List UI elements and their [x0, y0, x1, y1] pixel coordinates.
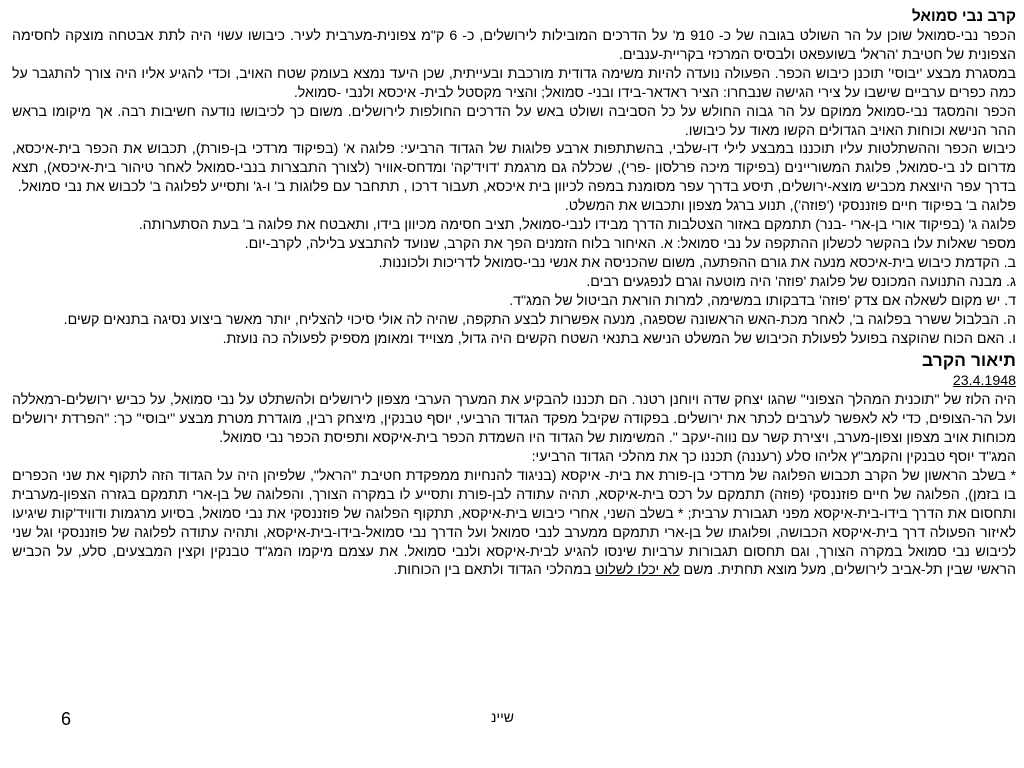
footer-name: שיינ: [491, 709, 514, 725]
paragraph: המג"ד יוסף טבנקין והקמב"ץ אליהו סלע (רעננה) תכננו כך את מהלכי הגדוד הרביעי:: [531, 449, 1016, 466]
list-item: ב. הקדמת כיבוש בית-איכסא מנעה את גורם ההפתעה, משום שהכניסה את אנשי נבי-סמואל לדריכות ולכוננות.: [378, 254, 1016, 271]
date-heading: 23.4.1948: [952, 373, 1016, 390]
paragraph-battle-plan: [12, 467, 1016, 580]
paragraph: פלוגה ב' בפיקוד חיים פוזננסקי ('פוזה'), תנוע ברגל מצפון ותכבוש את המשלט.: [564, 198, 1016, 215]
list-item: ו. האם הכוח שהוקצה בפועל לפעולת הכיבוש של המשלט הנישא בתנאי השטח הקשים היה גדול, מצוייד ומאומן מספיק לפעולה כה נועזת.: [222, 330, 1016, 347]
paragraph: הכפר נבי-סמואל שוכן על הר השולט בגובה של כ- 910 מ' על הדרכים המובילות לירושלים, כ- 6 ק"מ צפונית-מערבית לעיר. כיבושו עשוי היה לתת אבטחה מוצקה לחסימה הצפונית של חטיבת 'הראל' בשועפאט ולבסיס המרכזי בקריית-ענבים.: [12, 28, 1016, 63]
paragraph-text: * בשלב הראשון של הקרב תכבוש הפלוגה של מרדכי בן-פורת את בית- איקסא (בניגוד להנחיות ממפקדת חטיבת "הראל", שלפיהן היה על הגדוד הזה לתקוף את שני הכפרים בו בזמן), הפלוגה של חיים פוזננסקי (פוזה) תתמקם על רכס בית-איקסא, תהיה עתודה לבן-פורת ותסייע לו במקרה הצורך, והפלוגה של בן-ארי תתמקם בגזרה הצפון-מערבית ותחסום את הדרך בידו-בית-איקסא מפני תגבורת ערבית; * בשלב השני, אחרי כיבוש בית-איקסא, תתקוף הפלוגה של פוזננסקי את נבי סמואל, בסיוע מרגמות ודוויד'קות שיגיעו לאיזור הפעולה דרך בית-איקסא הכבושה, ופלוגתו של בן-ארי תתמקם ממערב לנבי סמואל ועל הדרך נבי סמואל-בידו-בית-איקסא, ותהיה עתודה לפלוגה של פוזננסקי וגל שני לכיבוש נבי סמואל במקרה הצורך, וגם תחסום תגבורות ערביות שינסו להגיע לבית-איקסא ולנבי סמואל. את עצמם מיקמו המג"ד טבנקין וקצין המבצעים, סלע, על הכביש הראשי שבין תל-אביב לירושלים, מעל מוצא תחתית. משם: [12, 467, 1016, 579]
underlined-phrase: לא יכלו לשלוט: [595, 562, 680, 579]
paragraph: היה הלוז של "תוכנית המהלך הצפוני" שהגו יצחק שדה ויוחנן רטנר. הם תכננו להבקיע את המערך הערבי מצפון לירושלים ולהשתלט על נבי סמואל, על כביש ירושלים-רמאללה ועל הר-הצופים, כדי לא לאפשר לערבים לכתר את ירושלים. בפקודה שקיבל מפקד הגדוד הרביעי, יוסף טבנקין, מיצחק רבין, מוגדרת מטרת מבצע "יבוסי" כך: "הפרדת ירושלים מכוחות אויב מצפון וצפון-מערב, ויצירת קשר עם נווה-יעקב ". המשימות של הגדוד היו השמדת הכפר בית-איקסא ותפיסת הכפר נבי סמואל.: [12, 392, 1016, 447]
paragraph: פלוגה ג' (בפיקוד אורי בן-ארי -בנר) תתמקם באזור הצטלבות הדרך מבידו לנבי-סמואל, תציב חסימה מכיוון בידו, ותאבטח את פלוגה ב' בעת הסתערותה.: [138, 217, 1016, 234]
section-title-nabi-samuel-battle: קרב נבי סמואל: [911, 8, 1016, 25]
paragraph: כיבוש הכפר וההשתלטות עליו תוכננו במבצע לילי דו-שלבי, בהשתתפות ארבע פלוגות של הגדוד הרביעי: פלוגה א' (בפיקוד מרדכי בן-פורת), תכבוש את הכפר בית-איכסא, מדרום לנ בי-סמואל, פלוגת המשוריינים (בפיקוד מיכה פרלסון -פרי), שכללה גם מרגמת 'דויד'קה' ומדחס-אוויר (לצורך התבצרות בנבי-סמואל לאחר טיהור בית-איכסא), תצא בדרך עפר היוצאת מכביש מוצא-ירושלים, תיסע בדרך עפר מסומנת במפה לכיוון בית איכסא, תעבור דרכו , תתחבר עם פלוגות ב' ו-ג' ותסייע לפלוגה ב' לכבוש את נבי סמואל.: [12, 141, 1016, 196]
list-item: ה. הבלבול ששרר בפלוגה ב', לאחר מכת-האש הראשונה שספגה, מנעה אפשרות לבצע התקפה, שהיה לה אולי סיכוי להצליח, יותר מאשר ביצוע נסיגה בתנאים קשים.: [63, 311, 1016, 328]
paragraph-text: במהלכי הגדוד ולתאם בין הכוחות.: [393, 562, 596, 579]
paragraph: הכפר והמסגד נבי-סמואל ממוקם על הר גבוה החולש על כל הסביבה ושולט באש על הדרכים החולפות לירושלים. משום כך לכיבושו נודעה חשיבות רבה. אך מיקומו בראש ההר הנישא וכוחות האויב הגדולים הקשו מאוד על כיבושו.: [12, 103, 1016, 139]
list-item: ד. יש מקום לשאלה אם צדק 'פוזה' בדבקותו במשימה, למרות הוראת הביטול של המג"ד.: [509, 292, 1016, 309]
section-title-battle-description: תיאור הקרב: [921, 350, 1016, 371]
document-body: [12, 6, 1016, 580]
paragraph: במסגרת מבצע 'יבוסי' תוכנן כיבוש הכפר. הפעולה נועדה להיות משימה גדודית מורכבת ובעייתית, שכן היעד נמצא בעומק שטח האויב, וכדי להגיע אליו היה צורך להתגבר על כמה כפרים ערביים שישבו על צירי הגישה שנבחרו: הציר ראדאר-בידו ובני- סמואל; והציר מקסטל לבית- איכסא ולנבי -סמואל.: [12, 65, 1016, 101]
list-item: ג. מבנה התנועה המכונס של פלוגת 'פוזה' היה מוטעה וגרם לנפגעים רבים.: [586, 273, 1016, 290]
page-number: 6: [61, 709, 72, 729]
paragraph: מספר שאלות עלו בהקשר לכשלון ההתקפה על נבי סמואל: א. האיחור בלוח הזמנים הפך את הקרב, שנועד להתבצע בלילה, לקרב-יום.: [244, 235, 1016, 252]
